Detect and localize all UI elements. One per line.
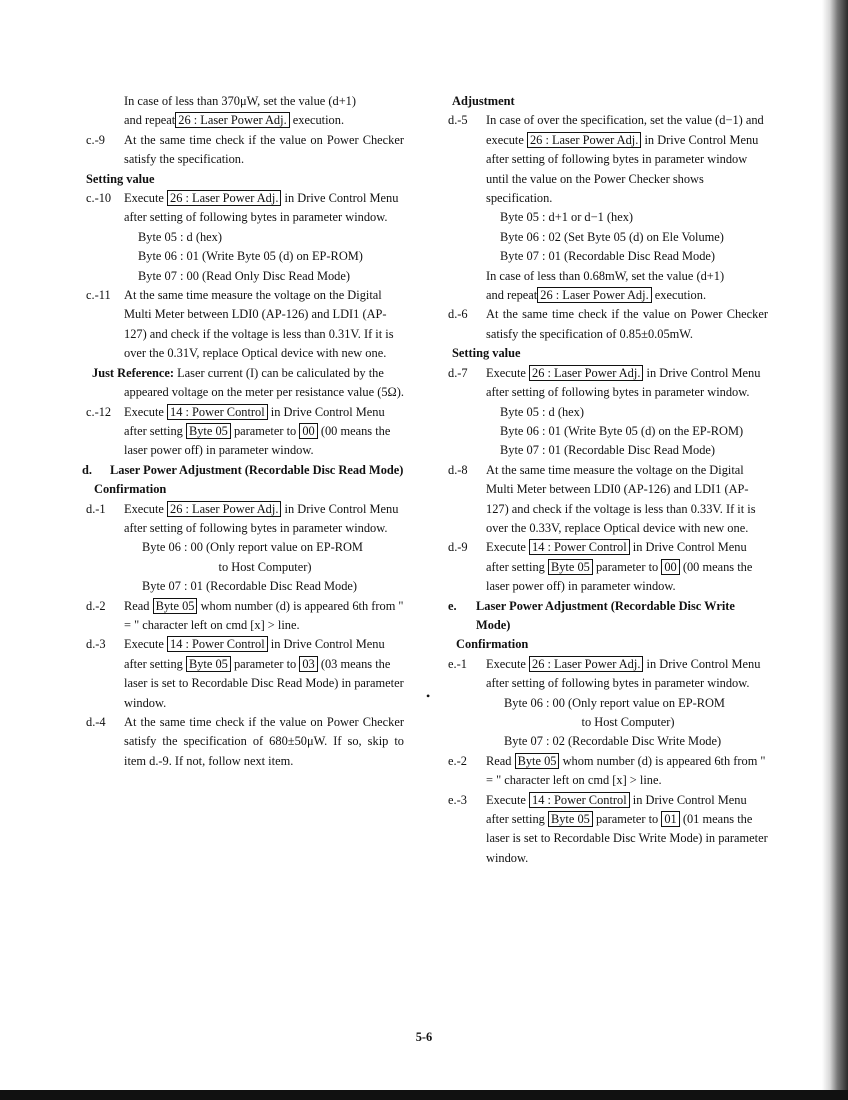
list-item: d.-2 Read Byte 05 whom number (d) is appeared 6th from " = " character left on cmd [x] > line.	[86, 598, 404, 632]
list-item: d.-4 At the same time check if the value on Power Checker satisfy the specification of 680±50μW. If so, skip to item d.-9. If not, follow next item.	[86, 715, 404, 768]
command-box: 26 : Laser Power Adj.	[529, 365, 643, 381]
list-item: c.-12 Execute 14 : Power Control in Drive Control Menu after setting Byte 05 parameter to 00 (00 means the laser power off) in parameter window.	[86, 404, 391, 458]
list-item: e.-2 Read Byte 05 whom number (d) is appeared 6th from " = " character left on cmd [x] > line.	[448, 753, 766, 788]
item-label: d.-9	[448, 540, 468, 555]
item-label: d.-8	[448, 462, 468, 477]
list-item: e.-1 Execute 26 : Laser Power Adj. in Drive Control Menu after setting of following bytes in parameter window.	[448, 656, 761, 691]
paragraph: In case of less than 370μW, set the value (d+1)	[124, 94, 357, 108]
byte-line: Byte 07 : 01 (Recordable Disc Read Mode)	[500, 443, 716, 458]
paragraph: In case of less than 0.68mW, set the value (d+1)	[486, 268, 725, 283]
scan-edge-shadow	[822, 0, 848, 1100]
command-box: 14 : Power Control	[529, 792, 630, 808]
list-item: d.-3 Execute 14 : Power Control in Drive Control Menu after setting Byte 05 parameter to 03 (03 means the laser is set to Recordable Disc Read Mode) in parameter window.	[86, 637, 404, 710]
list-item: d.-6 At the same time check if the value on Power Checker satisfy the specification of 0.85±0.05mW.	[448, 307, 768, 341]
command-box: 26 : Laser Power Adj.	[529, 656, 643, 672]
item-label: c.-9	[86, 132, 105, 147]
command-box: 26 : Laser Power Adj.	[167, 501, 281, 517]
byte-line: Byte 07 : 01 (Recordable Disc Read Mode)	[142, 579, 358, 594]
command-box: 14 : Power Control	[167, 404, 268, 420]
section-label: d.	[82, 462, 92, 477]
item-label: e.-3	[448, 792, 467, 807]
list-item: d.-1 Execute 26 : Laser Power Adj. in Drive Control Menu after setting of following bytes in parameter window.	[86, 501, 399, 535]
item-label: d.-2	[86, 598, 106, 613]
paragraph: and repeat 26 : Laser Power Adj. execution.	[486, 288, 707, 303]
list-item: e.-3 Execute 14 : Power Control in Drive Control Menu after setting Byte 05 parameter to 01 (01 means the laser is set to Recordable Disc Write Mode) in parameter window.	[448, 792, 768, 865]
byte-line: Byte 07 : 01 (Recordable Disc Read Mode)	[500, 249, 716, 264]
byte-line: Byte 07 : 02 (Recordable Disc Write Mode)	[504, 734, 722, 749]
command-box: Byte 05	[186, 656, 231, 672]
byte-line: Byte 06 : 00 (Only report value on EP-ROM	[504, 695, 725, 710]
item-label: c.-12	[86, 404, 112, 419]
list-item: d.-9 Execute 14 : Power Control in Drive Control Menu after setting Byte 05 parameter to 00 (00 means the laser power off) in parameter window.	[448, 540, 753, 594]
section-title: e. Laser Power Adjustment (Recordable Disc Write Mode)	[448, 598, 735, 632]
stray-dot: •	[426, 689, 431, 703]
command-box: 26 : Laser Power Adj.	[167, 190, 281, 206]
command-box: Byte 05	[515, 753, 560, 769]
command-box: 26 : Laser Power Adj.	[537, 287, 651, 303]
item-label: e.-1	[448, 656, 467, 671]
right-column	[448, 92, 768, 868]
list-item: c.-11 At the same time measure the voltage on the Digital Multi Meter between LDI0 (AP-126) and LDI1 (AP-127) and check if the voltage is less than 0.31V. If it is over the 0.31V, replace Optical device with new one.	[86, 288, 394, 361]
item-label: d.-1	[86, 501, 106, 516]
section-label: e.	[448, 598, 457, 613]
byte-line: Byte 06 : 01 (Write Byte 05 (d) on EP-ROM)	[138, 249, 363, 264]
paragraph: and repeat 26 : Laser Power Adj. execution.	[124, 113, 345, 128]
list-item: d.-8 At the same time measure the voltage on the Digital Multi Meter between LDI0 (AP-126) and LDI1 (AP-127) and check if the voltage is less than 0.33V. If it is over the 0.33V, replace Optical device with new one.	[448, 462, 756, 535]
command-box: 00	[661, 559, 679, 575]
item-label: d.-3	[86, 637, 106, 652]
page-number: 5-6	[415, 1030, 433, 1044]
byte-line: Byte 05 : d (hex)	[138, 229, 222, 244]
command-box: 00	[299, 423, 317, 439]
list-item: c.-9 At the same time check if the value on Power Checker satisfy the specification.	[86, 132, 404, 167]
item-label: c.-11	[86, 288, 111, 303]
byte-line: Byte 07 : 00 (Read Only Disc Read Mode)	[138, 268, 350, 283]
list-item: d.-5 In case of over the specification, set the value (d−1) and execute 26 : Laser Power Adj. in Drive Control Menu after setting of following bytes in parameter window until the value on the Power Checker shows specification.	[448, 113, 764, 206]
byte-line: Byte 05 : d+1 or d−1 (hex)	[500, 210, 634, 225]
command-box: 14 : Power Control	[167, 636, 268, 652]
list-item: c.-10 Execute 26 : Laser Power Adj. in Drive Control Menu after setting of following bytes in parameter window.	[86, 191, 399, 225]
command-box: 26 : Laser Power Adj.	[527, 132, 641, 148]
byte-line: to Host Computer)	[218, 559, 312, 574]
command-box: 03	[299, 656, 317, 672]
section-heading: Setting value	[86, 171, 155, 186]
section-title: d. Laser Power Adjustment (Recordable Disc Read Mode)	[82, 461, 404, 480]
item-label: e.-2	[448, 753, 467, 768]
left-column	[82, 92, 404, 771]
byte-line: Byte 05 : d (hex)	[500, 404, 584, 419]
list-item: d.-7 Execute 26 : Laser Power Adj. in Drive Control Menu after setting of following bytes in parameter window.	[448, 365, 761, 400]
command-box: Byte 05	[153, 598, 198, 614]
section-heading: Confirmation	[94, 482, 167, 497]
command-box: 26 : Laser Power Adj.	[175, 112, 289, 128]
item-label: d.-6	[448, 307, 468, 322]
byte-line: Byte 06 : 01 (Write Byte 05 (d) on the EP-ROM)	[500, 423, 744, 438]
just-reference-label: Just Reference:	[92, 365, 174, 380]
section-heading: Confirmation	[456, 637, 529, 652]
section-heading: Adjustment	[452, 94, 515, 108]
byte-line: Byte 06 : 00 (Only report value on EP-ROM	[142, 540, 363, 555]
byte-line: to Host Computer)	[581, 715, 675, 729]
item-label: d.-7	[448, 365, 468, 380]
section-heading: Setting value	[452, 346, 521, 361]
command-box: Byte 05	[186, 423, 231, 439]
just-reference: Just Reference: Laser current (I) can be caliculated by the appeared voltage on the meter per resistance value (5Ω).	[92, 365, 404, 400]
command-box: Byte 05	[548, 559, 593, 575]
item-label: d.-5	[448, 113, 468, 128]
scan-bottom-border	[0, 1090, 848, 1100]
command-box: 14 : Power Control	[529, 539, 630, 555]
command-box: Byte 05	[548, 811, 593, 827]
command-box: 01	[661, 811, 679, 827]
item-label: d.-4	[86, 715, 106, 729]
byte-line: Byte 06 : 02 (Set Byte 05 (d) on Ele Volume)	[500, 229, 724, 244]
item-label: c.-10	[86, 191, 112, 206]
